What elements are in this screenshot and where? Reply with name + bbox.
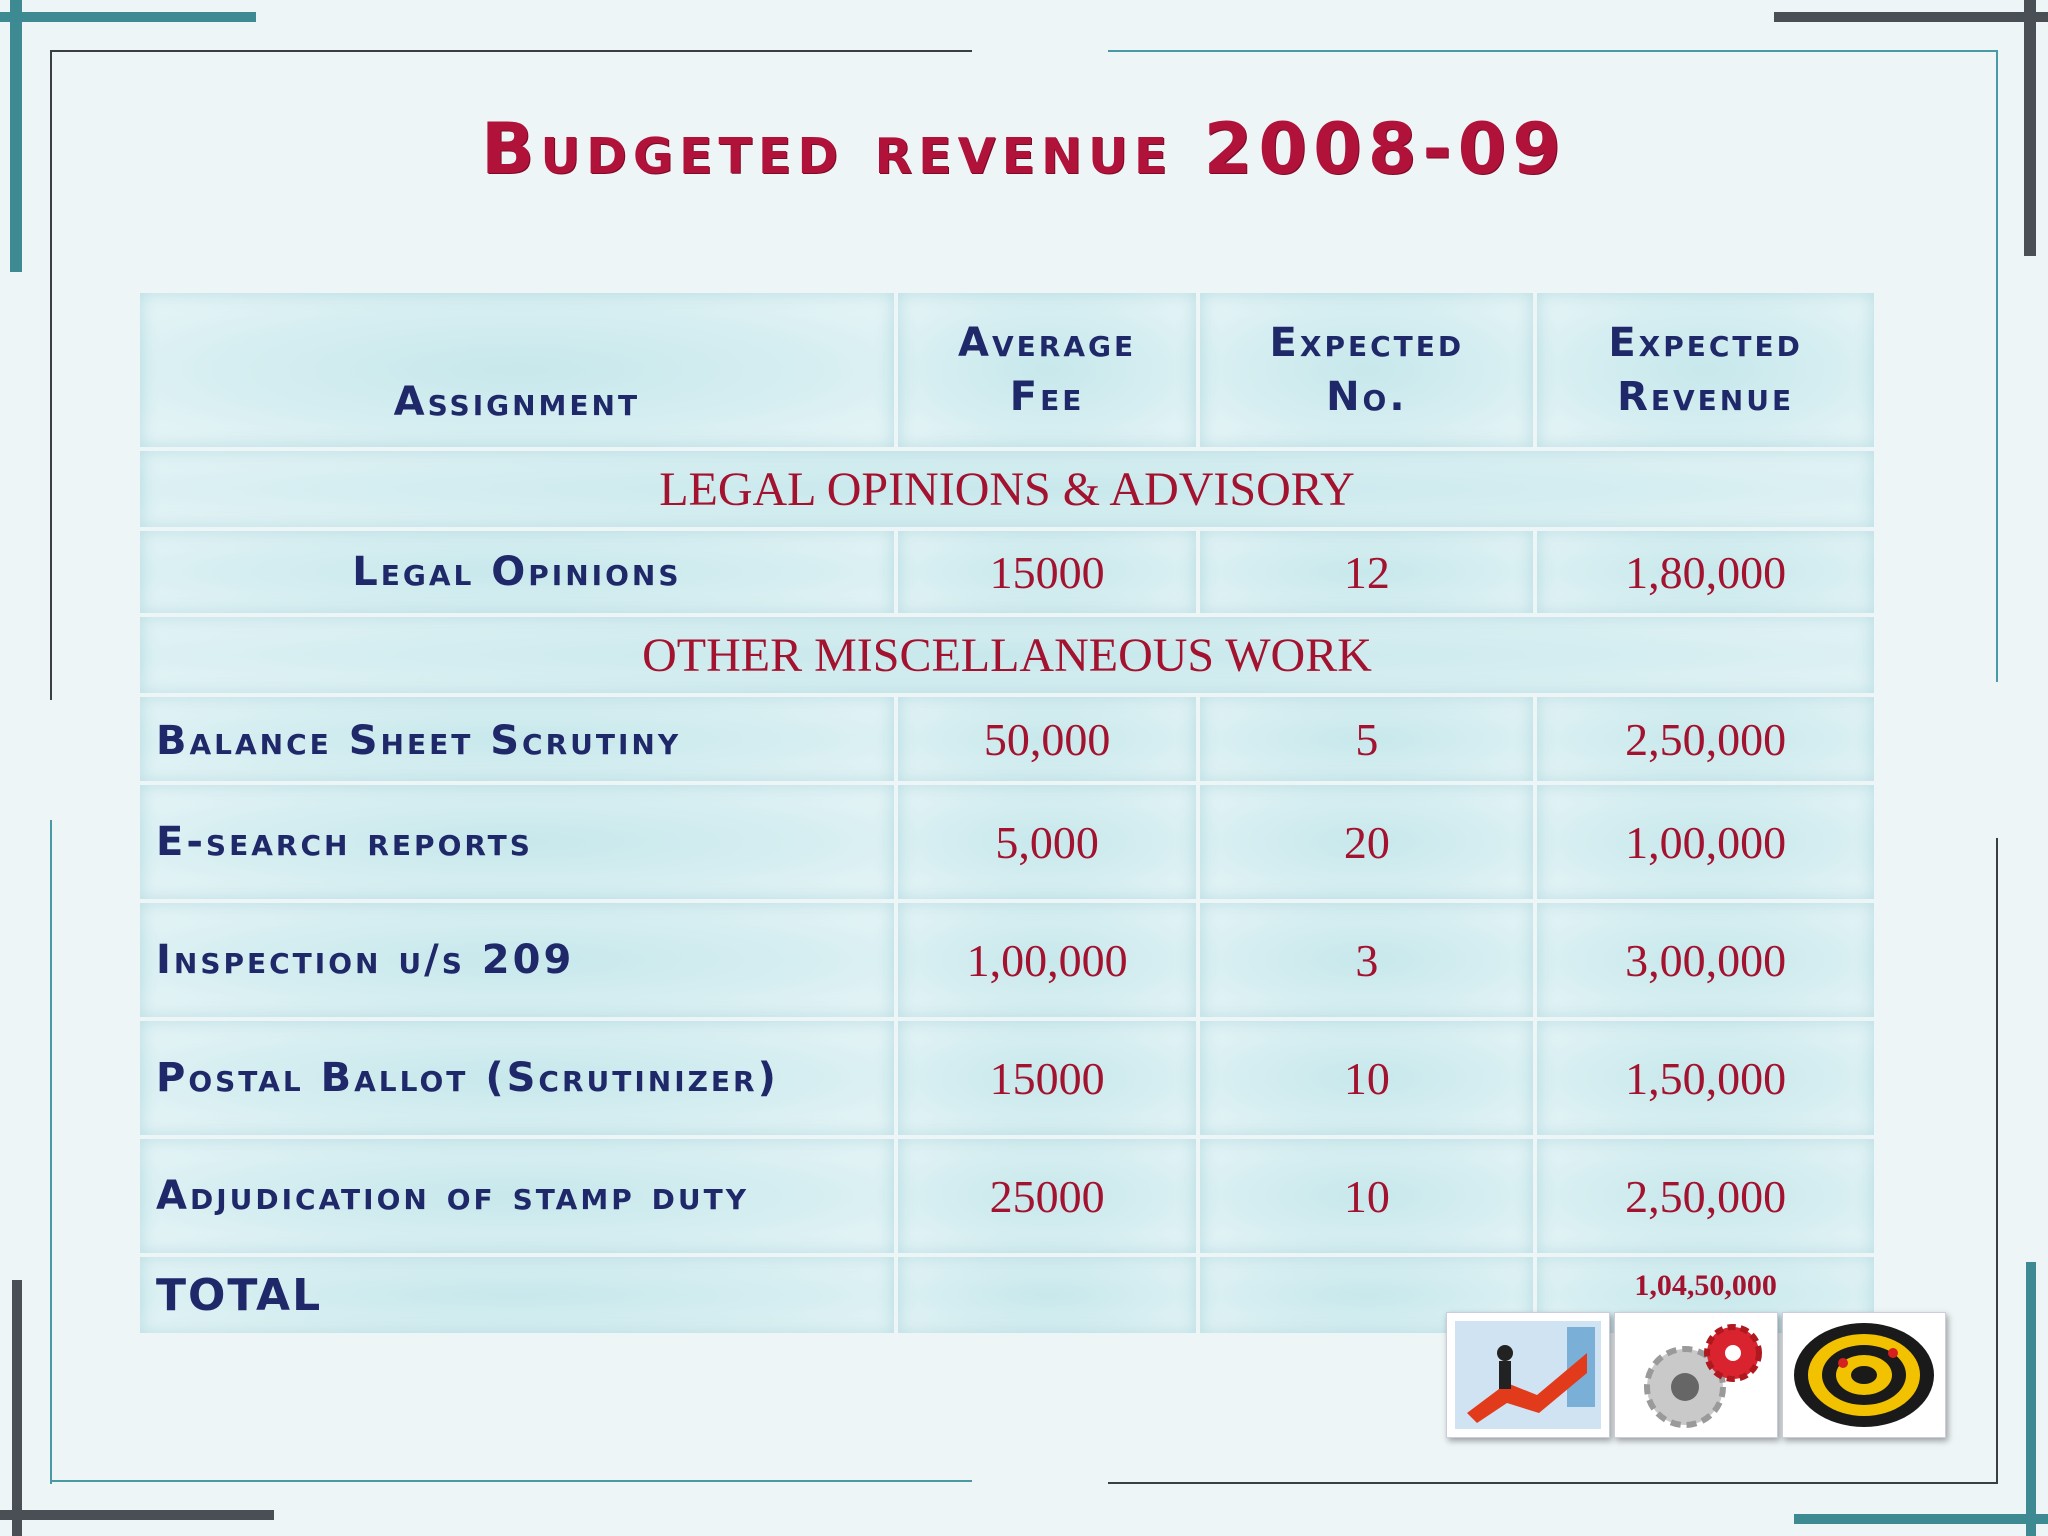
row-label: Adjudication of stamp duty xyxy=(140,1139,894,1253)
budget-table xyxy=(136,289,1878,1337)
table-header-row xyxy=(140,293,1874,447)
row-label: Legal Opinions xyxy=(140,531,894,613)
row-no: 12 xyxy=(1200,531,1533,613)
frame-accent xyxy=(1774,12,2048,22)
table-row xyxy=(140,697,1874,781)
row-revenue: 1,00,000 xyxy=(1537,785,1874,899)
section-row xyxy=(140,617,1874,693)
header-expected-no xyxy=(1200,293,1533,447)
frame-accent xyxy=(0,1510,274,1520)
section-legal: LEGAL OPINIONS & ADVISORY xyxy=(140,451,1874,527)
frame-line xyxy=(1108,1482,1998,1484)
row-fee: 5,000 xyxy=(898,785,1197,899)
clipart-images xyxy=(1446,1312,1950,1444)
frame-accent xyxy=(12,1280,22,1536)
table-row xyxy=(140,531,1874,613)
row-label: Inspection u/s 209 xyxy=(140,903,894,1017)
row-label: Postal Ballot (Scrutinizer) xyxy=(140,1021,894,1135)
frame-line xyxy=(50,50,972,52)
table-row xyxy=(140,1139,1874,1253)
frame-line xyxy=(1108,50,1998,52)
row-revenue: 1,50,000 xyxy=(1537,1021,1874,1135)
row-fee: 15000 xyxy=(898,1021,1197,1135)
section-row xyxy=(140,451,1874,527)
row-no: 3 xyxy=(1200,903,1533,1017)
row-fee: 15000 xyxy=(898,531,1197,613)
row-revenue: 2,50,000 xyxy=(1537,1139,1874,1253)
row-label: E-search reports xyxy=(140,785,894,899)
table-row xyxy=(140,903,1874,1017)
frame-line xyxy=(50,1480,972,1482)
frame-line xyxy=(1996,838,1998,1484)
header-expected-revenue-line1: Expected xyxy=(1608,320,1803,366)
section-other: OTHER MISCELLANEOUS WORK xyxy=(140,617,1874,693)
frame-accent xyxy=(1794,1514,2048,1524)
header-average-fee xyxy=(898,293,1197,447)
row-no: 20 xyxy=(1200,785,1533,899)
row-revenue: 1,80,000 xyxy=(1537,531,1874,613)
row-no: 10 xyxy=(1200,1021,1533,1135)
row-fee: 25000 xyxy=(898,1139,1197,1253)
header-expected-no-line1: Expected xyxy=(1269,320,1465,366)
business-growth-image xyxy=(1446,1312,1610,1438)
row-label: Balance Sheet Scrutiny xyxy=(140,697,894,781)
header-expected-revenue xyxy=(1537,293,1874,447)
page-title: Budgeted revenue 2008-09 xyxy=(481,108,1567,190)
row-no: 5 xyxy=(1200,697,1533,781)
target-image xyxy=(1782,1312,1946,1438)
gears-image xyxy=(1614,1312,1778,1438)
header-average-fee-line1: Average xyxy=(958,320,1137,366)
header-assignment: Assignment xyxy=(140,293,894,447)
frame-accent xyxy=(0,12,256,22)
row-revenue: 3,00,000 xyxy=(1537,903,1874,1017)
row-no: 10 xyxy=(1200,1139,1533,1253)
total-revenue: 1,04,50,000 xyxy=(1537,1257,1874,1333)
total-fee-empty xyxy=(898,1257,1197,1333)
table-row xyxy=(140,1021,1874,1135)
row-fee: 1,00,000 xyxy=(898,903,1197,1017)
header-average-fee-line2: Fee xyxy=(1009,374,1085,420)
header-expected-revenue-line2: Revenue xyxy=(1617,374,1795,420)
table-row xyxy=(140,785,1874,899)
header-expected-no-line2: No. xyxy=(1326,374,1408,420)
row-revenue: 2,50,000 xyxy=(1537,697,1874,781)
row-fee: 50,000 xyxy=(898,697,1197,781)
frame-line xyxy=(50,820,52,1484)
frame-accent xyxy=(2026,1262,2036,1536)
total-label: TOTAL xyxy=(140,1257,894,1333)
